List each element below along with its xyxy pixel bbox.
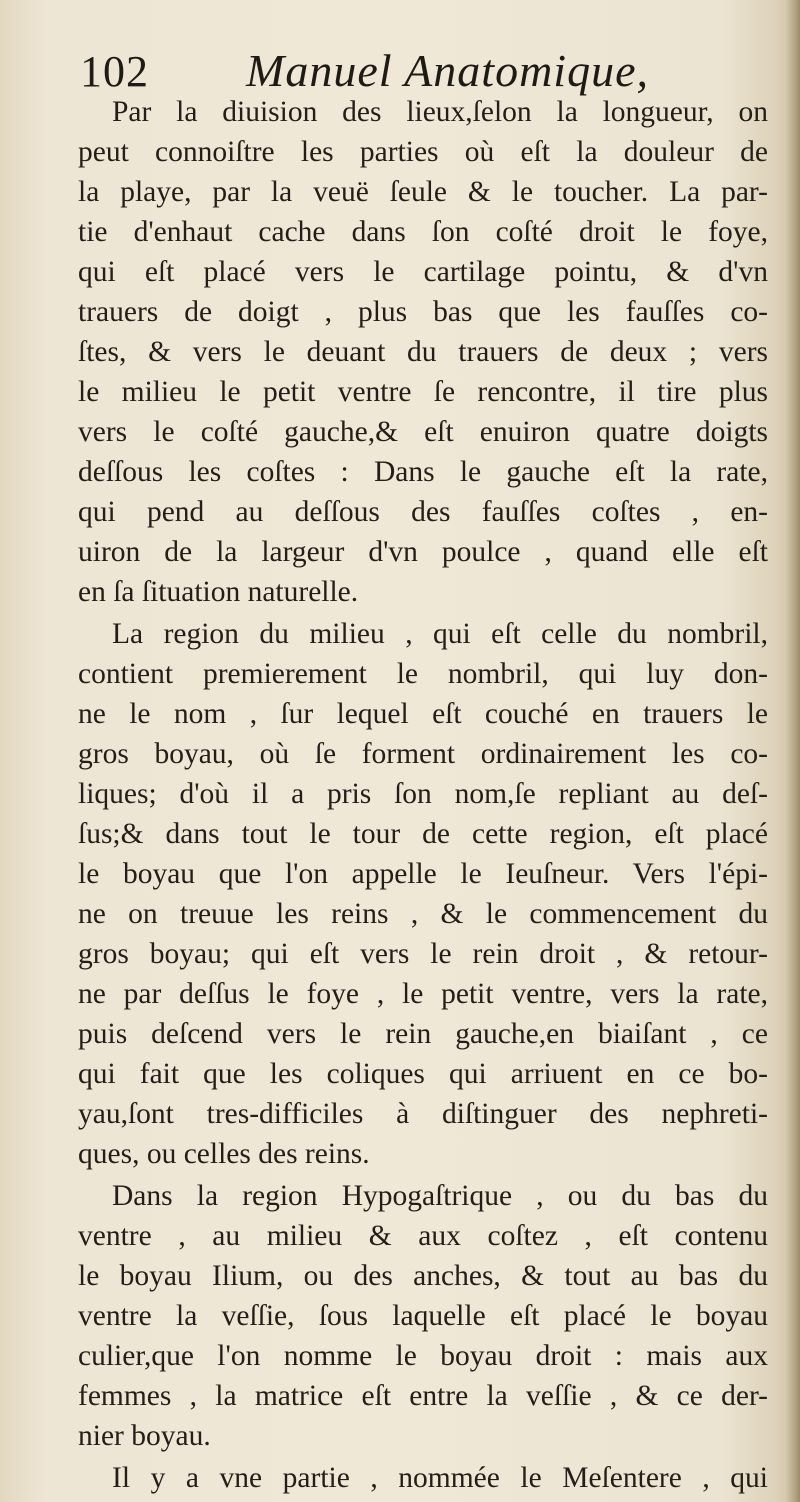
text-line: puis deſcend vers le rein gauche,en biaiſant , ce xyxy=(78,1018,768,1050)
text-line: le boyau Ilium, ou des anches, & tout au bas du xyxy=(78,1260,768,1292)
text-line: deſſous les coſtes : Dans le gauche eſt la rate, xyxy=(78,456,768,488)
running-title: Manuel Anatomique, xyxy=(246,45,649,96)
paragraph xyxy=(78,92,768,612)
text-line: le boyau que l'on appelle le Ieuſneur. Vers l'épi- xyxy=(78,858,768,890)
text-line: nier boyau. xyxy=(78,1420,211,1452)
text-line: uiron de la largeur d'vn poulce , quand elle eſt xyxy=(78,536,768,568)
text-line: la playe, par la veuë ſeule & le toucher. La par- xyxy=(78,176,768,208)
text-block xyxy=(78,92,768,1498)
text-line: Dans la region Hypogaſtrique , ou du bas du xyxy=(112,1180,768,1212)
text-line: qui fait que les coliques qui arriuent en ce bo- xyxy=(78,1058,768,1090)
text-line: ne par deſſus le foye , le petit ventre, vers la rate, xyxy=(78,978,768,1010)
text-line: qui eſt placé vers le cartilage pointu, & d'vn xyxy=(78,256,768,288)
text-line: femmes , la matrice eſt entre la veſſie , & ce der- xyxy=(78,1380,768,1412)
text-line: en ſa ſituation naturelle. xyxy=(78,576,359,608)
text-line: tie d'enhaut cache dans ſon coſté droit le foye, xyxy=(78,216,768,248)
text-line: La region du milieu , qui eſt celle du nombril, xyxy=(112,618,768,650)
text-line: le milieu le petit ventre ſe rencontre, il tire plus xyxy=(78,376,768,408)
text-line: ventre , au milieu & aux coſtez , eſt contenu xyxy=(78,1220,768,1252)
page-header xyxy=(78,40,768,100)
text-line: ne on treuue les reins , & le commencement du xyxy=(78,898,768,930)
text-line: ſtes, & vers le deuant du trauers de deux ; vers xyxy=(78,336,768,368)
text-line: Il y a vne partie , nommée le Meſentere , qui xyxy=(112,1462,768,1494)
paragraph xyxy=(78,1176,768,1456)
text-line: contient premierement le nombril, qui luy don- xyxy=(78,658,768,690)
text-line: ne le nom , ſur lequel eſt couché en trauers le xyxy=(78,698,768,730)
text-line: Par la diuision des lieux,ſelon la longueur, on xyxy=(112,96,768,128)
text-line: qui pend au deſſous des fauſſes coſtes , en- xyxy=(78,496,768,528)
text-line: peut connoiſtre les parties où eſt la douleur de xyxy=(78,136,768,168)
text-line: gros boyau; qui eſt vers le rein droit , & retour- xyxy=(78,938,768,970)
paragraph xyxy=(78,1458,768,1498)
text-line: ſus;& dans tout le tour de cette region, eſt placé xyxy=(78,818,768,850)
text-line: vers le coſté gauche,& eſt enuiron quatre doigts xyxy=(78,416,768,448)
text-line: gros boyau, où ſe forment ordinairement les co- xyxy=(78,738,768,770)
page-edge-shadow xyxy=(786,0,800,1502)
text-line: ques, ou celles des reins. xyxy=(78,1138,370,1170)
text-line: ventre la veſſie, ſous laquelle eſt placé le boyau xyxy=(78,1300,768,1332)
page-number: 102 xyxy=(80,47,149,96)
text-line: culier,que l'on nomme le boyau droit : mais aux xyxy=(78,1340,768,1372)
text-line: yau,ſont tres-difficiles à diſtinguer des nephreti- xyxy=(78,1098,768,1130)
text-line: liques; d'où il a pris ſon nom,ſe repliant au deſ- xyxy=(78,778,768,810)
text-line: trauers de doigt , plus bas que les fauſſes co- xyxy=(78,296,768,328)
paragraph xyxy=(78,614,768,1174)
